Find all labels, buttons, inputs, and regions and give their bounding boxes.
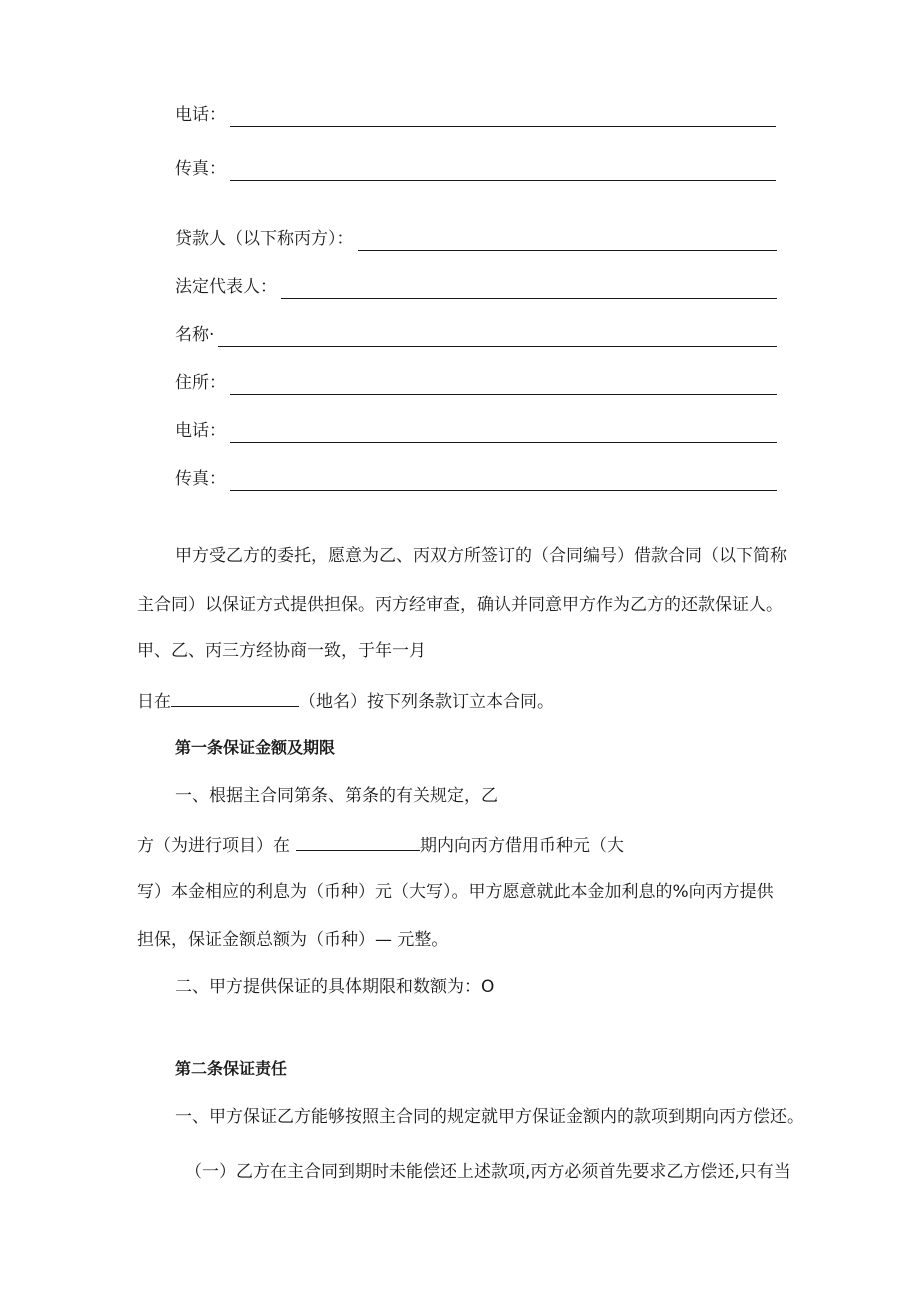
article-1-p1-line-2-prefix: 方（为进行项目）在 (137, 836, 290, 856)
article-2-heading: 第二条保证责任 (175, 1059, 288, 1078)
article-1-p1-line-2-suffix: 期内向丙方借用币种元（大 (420, 836, 624, 856)
article-1-p1-line-2 (137, 833, 624, 856)
party-b-fax-label: 传真： (175, 159, 226, 179)
preamble-line-4-suffix: （地名）按下列条款订立本合同。 (299, 692, 554, 712)
legal-rep-label: 法定代表人： (175, 277, 277, 297)
article-1-heading: 第一条保证金额及期限 (175, 738, 336, 757)
place-blank[interactable] (171, 689, 299, 707)
legal-rep-blank[interactable] (281, 278, 777, 299)
party-b-fax-field[interactable] (175, 155, 776, 181)
term-blank[interactable] (296, 833, 420, 851)
party-c-fax-field[interactable] (175, 465, 777, 491)
party-c-name-label: 名称· (175, 325, 215, 345)
party-c-phone-blank[interactable] (230, 422, 777, 443)
preamble-line-4-prefix: 日在 (137, 692, 171, 712)
party-b-fax-blank[interactable] (230, 160, 776, 181)
lender-blank[interactable] (358, 230, 778, 251)
lender-label: 贷款人（以下称丙方）： (175, 229, 354, 249)
party-c-phone-label: 电话： (175, 421, 226, 441)
party-c-address-label: 住所： (175, 373, 226, 393)
article-1-p2: 二、甲方提供保证的具体期限和数额为：O (175, 977, 495, 997)
party-c-address-blank[interactable] (230, 374, 777, 395)
party-c-address-field[interactable] (175, 369, 777, 395)
legal-rep-field[interactable] (175, 273, 777, 299)
party-b-phone-blank[interactable] (230, 106, 776, 127)
party-c-phone-field[interactable] (175, 417, 777, 443)
article-2-p1: 一、甲方保证乙方能够按照主合同的规定就甲方保证金额内的款项到期向丙方偿还。 (175, 1107, 804, 1127)
party-b-phone-field[interactable] (175, 101, 776, 127)
article-1-p1-line-4: 担保，保证金额总额为（币种）— 元整。 (137, 930, 449, 950)
article-1-p1-line-3: 写）本金相应的利息为（币种）元（大写）。甲方愿意就此本金加利息的%向丙方提供 (137, 882, 774, 902)
lender-field[interactable] (175, 225, 777, 251)
preamble-line-1: 甲方受乙方的委托，愿意为乙、丙双方所签订的（合同编号）借款合同（以下简称 (175, 546, 787, 566)
article-2-p2: （一）乙方在主合同到期时未能偿还上述款项,丙方必须首先要求乙方偿还,只有当 (185, 1162, 791, 1182)
preamble-line-3: 甲、乙、丙三方经协商一致，于年一月 (137, 641, 426, 661)
article-1-p1-line-1: 一、根据主合同第条、第条的有关规定，乙 (175, 786, 498, 806)
party-b-phone-label: 电话： (175, 105, 226, 125)
preamble-line-4 (137, 689, 554, 712)
preamble-line-2: 主合同）以保证方式提供担保。丙方经审查，确认并同意甲方作为乙方的还款保证人。 (137, 595, 783, 615)
party-c-name-field[interactable] (175, 321, 777, 347)
party-c-fax-label: 传真： (175, 469, 226, 489)
party-c-name-blank[interactable] (218, 326, 777, 347)
party-c-fax-blank[interactable] (230, 470, 777, 491)
